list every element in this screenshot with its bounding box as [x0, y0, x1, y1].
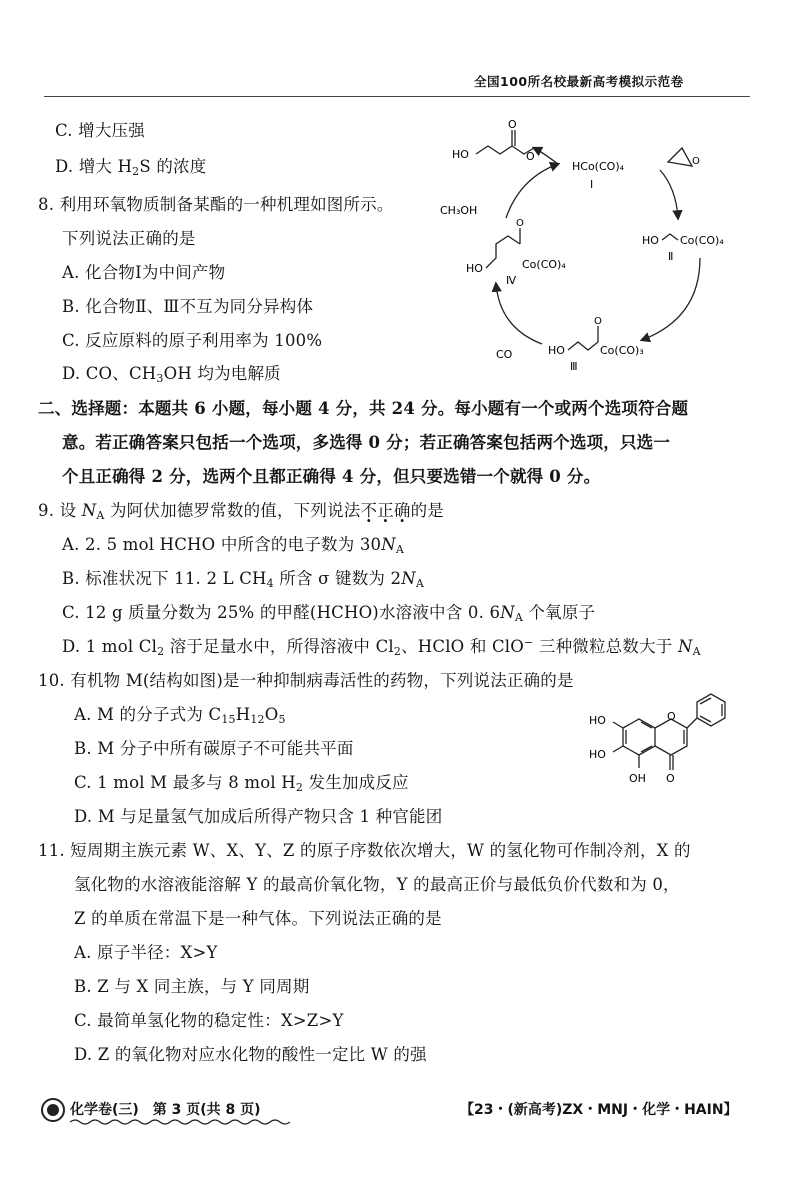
- q9-option-b: B. 标准状况下 11. 2 L $CH_4$ 所含 σ 键数为 $2N_A$: [62, 569, 425, 590]
- q9-option-d: D. 1 mol $Cl_2$ 溶于足量水中，所得溶液中 $Cl_2$、HClO 和 ClO− 三种微粒总数大于 $N_A$: [62, 636, 701, 658]
- q10-molecule-structure: [585, 690, 735, 800]
- keto-oxygen: O: [666, 772, 675, 785]
- q8-option-d: D. CO、$CH_3OH$ 均为电解质: [62, 364, 281, 385]
- footer-exam-code: 【23・(新高考)ZX・MNJ・化学・HAIN】: [460, 1102, 738, 1118]
- compound-iii-ho: HO: [548, 344, 565, 357]
- hydroxyl-middle: HO: [589, 748, 606, 761]
- q8-option-a: A. 化合物Ⅰ为中间产物: [62, 263, 226, 282]
- compound-iii-o: O: [594, 316, 602, 327]
- compound-iv-o: O: [516, 218, 524, 229]
- q8-stem: 8. 利用环氧物质制备某酯的一种机理如图所示。: [38, 195, 394, 214]
- product-carbonyl-o: O: [508, 118, 517, 131]
- compound-iv-ho: HO: [466, 262, 483, 275]
- catalyst-i-formula: HCo(CO)₄: [572, 160, 625, 173]
- q10-option-c: C. 1 mol M 最多与 8 mol $H_2$ 发生加成反应: [74, 773, 409, 794]
- q10-stem: 10. 有机物 M(结构如图)是一种抑制病毒活性的药物，下列说法正确的是: [38, 671, 574, 690]
- q9-option-c: C. 12 g 质量分数为 25% 的甲醛(HCHO)水溶液中含 0. $6N_A$ 个氧原子: [62, 603, 596, 624]
- q11-line-3: Z 的单质在常温下是一种气体。下列说法正确的是: [74, 909, 442, 928]
- q9-stem: 9. 设 $N_A$ 为阿伏加德罗常数的值，下列说法不正确的是: [38, 501, 444, 522]
- section-2-line-1: 二、选择题：本题共 6 小题，每小题 4 分，共 24 分。每小题有一个或两个选项符合题: [38, 399, 689, 418]
- compound-iii-label: Ⅲ: [570, 360, 578, 373]
- q10-option-b: B. M 分子中所有碳原子不可能共平面: [74, 739, 354, 758]
- hydroxyl-bottom: OH: [629, 772, 646, 785]
- product-ho-label: HO: [452, 148, 469, 161]
- section-2-line-2: 意。若正确答案只包括一个选项，多选得 0 分；若正确答案包括两个选项，只选一: [62, 433, 671, 452]
- q11-option-b: B. Z 与 X 同主族，与 Y 同周期: [74, 977, 310, 996]
- q8-option-b: B. 化合物Ⅱ、Ⅲ不互为同分异构体: [62, 297, 314, 316]
- q7-option-c: C. 增大压强: [55, 121, 145, 140]
- q7-option-d: D. 增大 $H_2S$ 的浓度: [55, 157, 207, 178]
- section-2-line-3: 个且正确得 2 分，选两个且都正确得 4 分，但只要选错一个就得 0 分。: [62, 467, 601, 486]
- series-title: 全国100所名校最新高考模拟示范卷: [474, 74, 684, 89]
- header-rule: [44, 96, 750, 97]
- footer-wavy-underline: [70, 1118, 290, 1126]
- compound-iv-co: Co(CO)₄: [522, 258, 566, 271]
- hydroxyl-top: HO: [589, 714, 606, 727]
- compound-ii-label: Ⅱ: [668, 250, 674, 263]
- q11-option-c: C. 最简单氢化物的稳定性：X>Z>Y: [74, 1011, 344, 1030]
- q8-option-c: C. 反应原料的原子利用率为 100%: [62, 331, 323, 350]
- compound-iv-label: Ⅳ: [506, 274, 517, 287]
- product-ester-o: O: [526, 150, 535, 163]
- q11-line-1: 11. 短周期主族元素 W、X、Y、Z 的原子序数依次增大，W 的氢化物可作制冷剂，X 的: [38, 841, 691, 860]
- q8-ask: 下列说法正确的是: [62, 229, 196, 248]
- footer-logo-icon: [40, 1097, 66, 1123]
- q11-line-2: 氢化物的水溶液能溶解 Y 的最高价氧化物，Y 的最高正价与最低负价代数和为 0，: [74, 875, 680, 894]
- epoxide-structure: [668, 148, 692, 166]
- compound-ii-co: Co(CO)₄: [680, 234, 724, 247]
- compound-iii-co: Co(CO)₃: [600, 344, 644, 357]
- co-reagent: CO: [496, 348, 513, 361]
- q10-option-d: D. M 与足量氢气加成后所得产物只含 1 种官能团: [74, 807, 443, 826]
- footer-page-info: 化学卷(三) 第 3 页(共 8 页): [70, 1102, 261, 1118]
- epoxide-o: O: [692, 156, 700, 167]
- methanol-reagent: CH₃OH: [440, 204, 478, 217]
- compound-ii-ho: HO: [642, 234, 659, 247]
- catalyst-i-label: Ⅰ: [590, 178, 594, 191]
- q8-mechanism-diagram: [430, 108, 760, 378]
- q9-option-a: A. 2. 5 mol HCHO 中所含的电子数为 $30N_A$: [62, 535, 405, 556]
- q10-option-a: A. M 的分子式为 $C_{15}H_{12}O_5$: [74, 705, 286, 726]
- q11-option-a: A. 原子半径：X>Y: [74, 943, 218, 962]
- q11-option-d: D. Z 的氧化物对应水化物的酸性一定比 W 的强: [74, 1045, 427, 1064]
- ring-oxygen: O: [667, 710, 676, 723]
- cycle-arrows: [496, 148, 700, 344]
